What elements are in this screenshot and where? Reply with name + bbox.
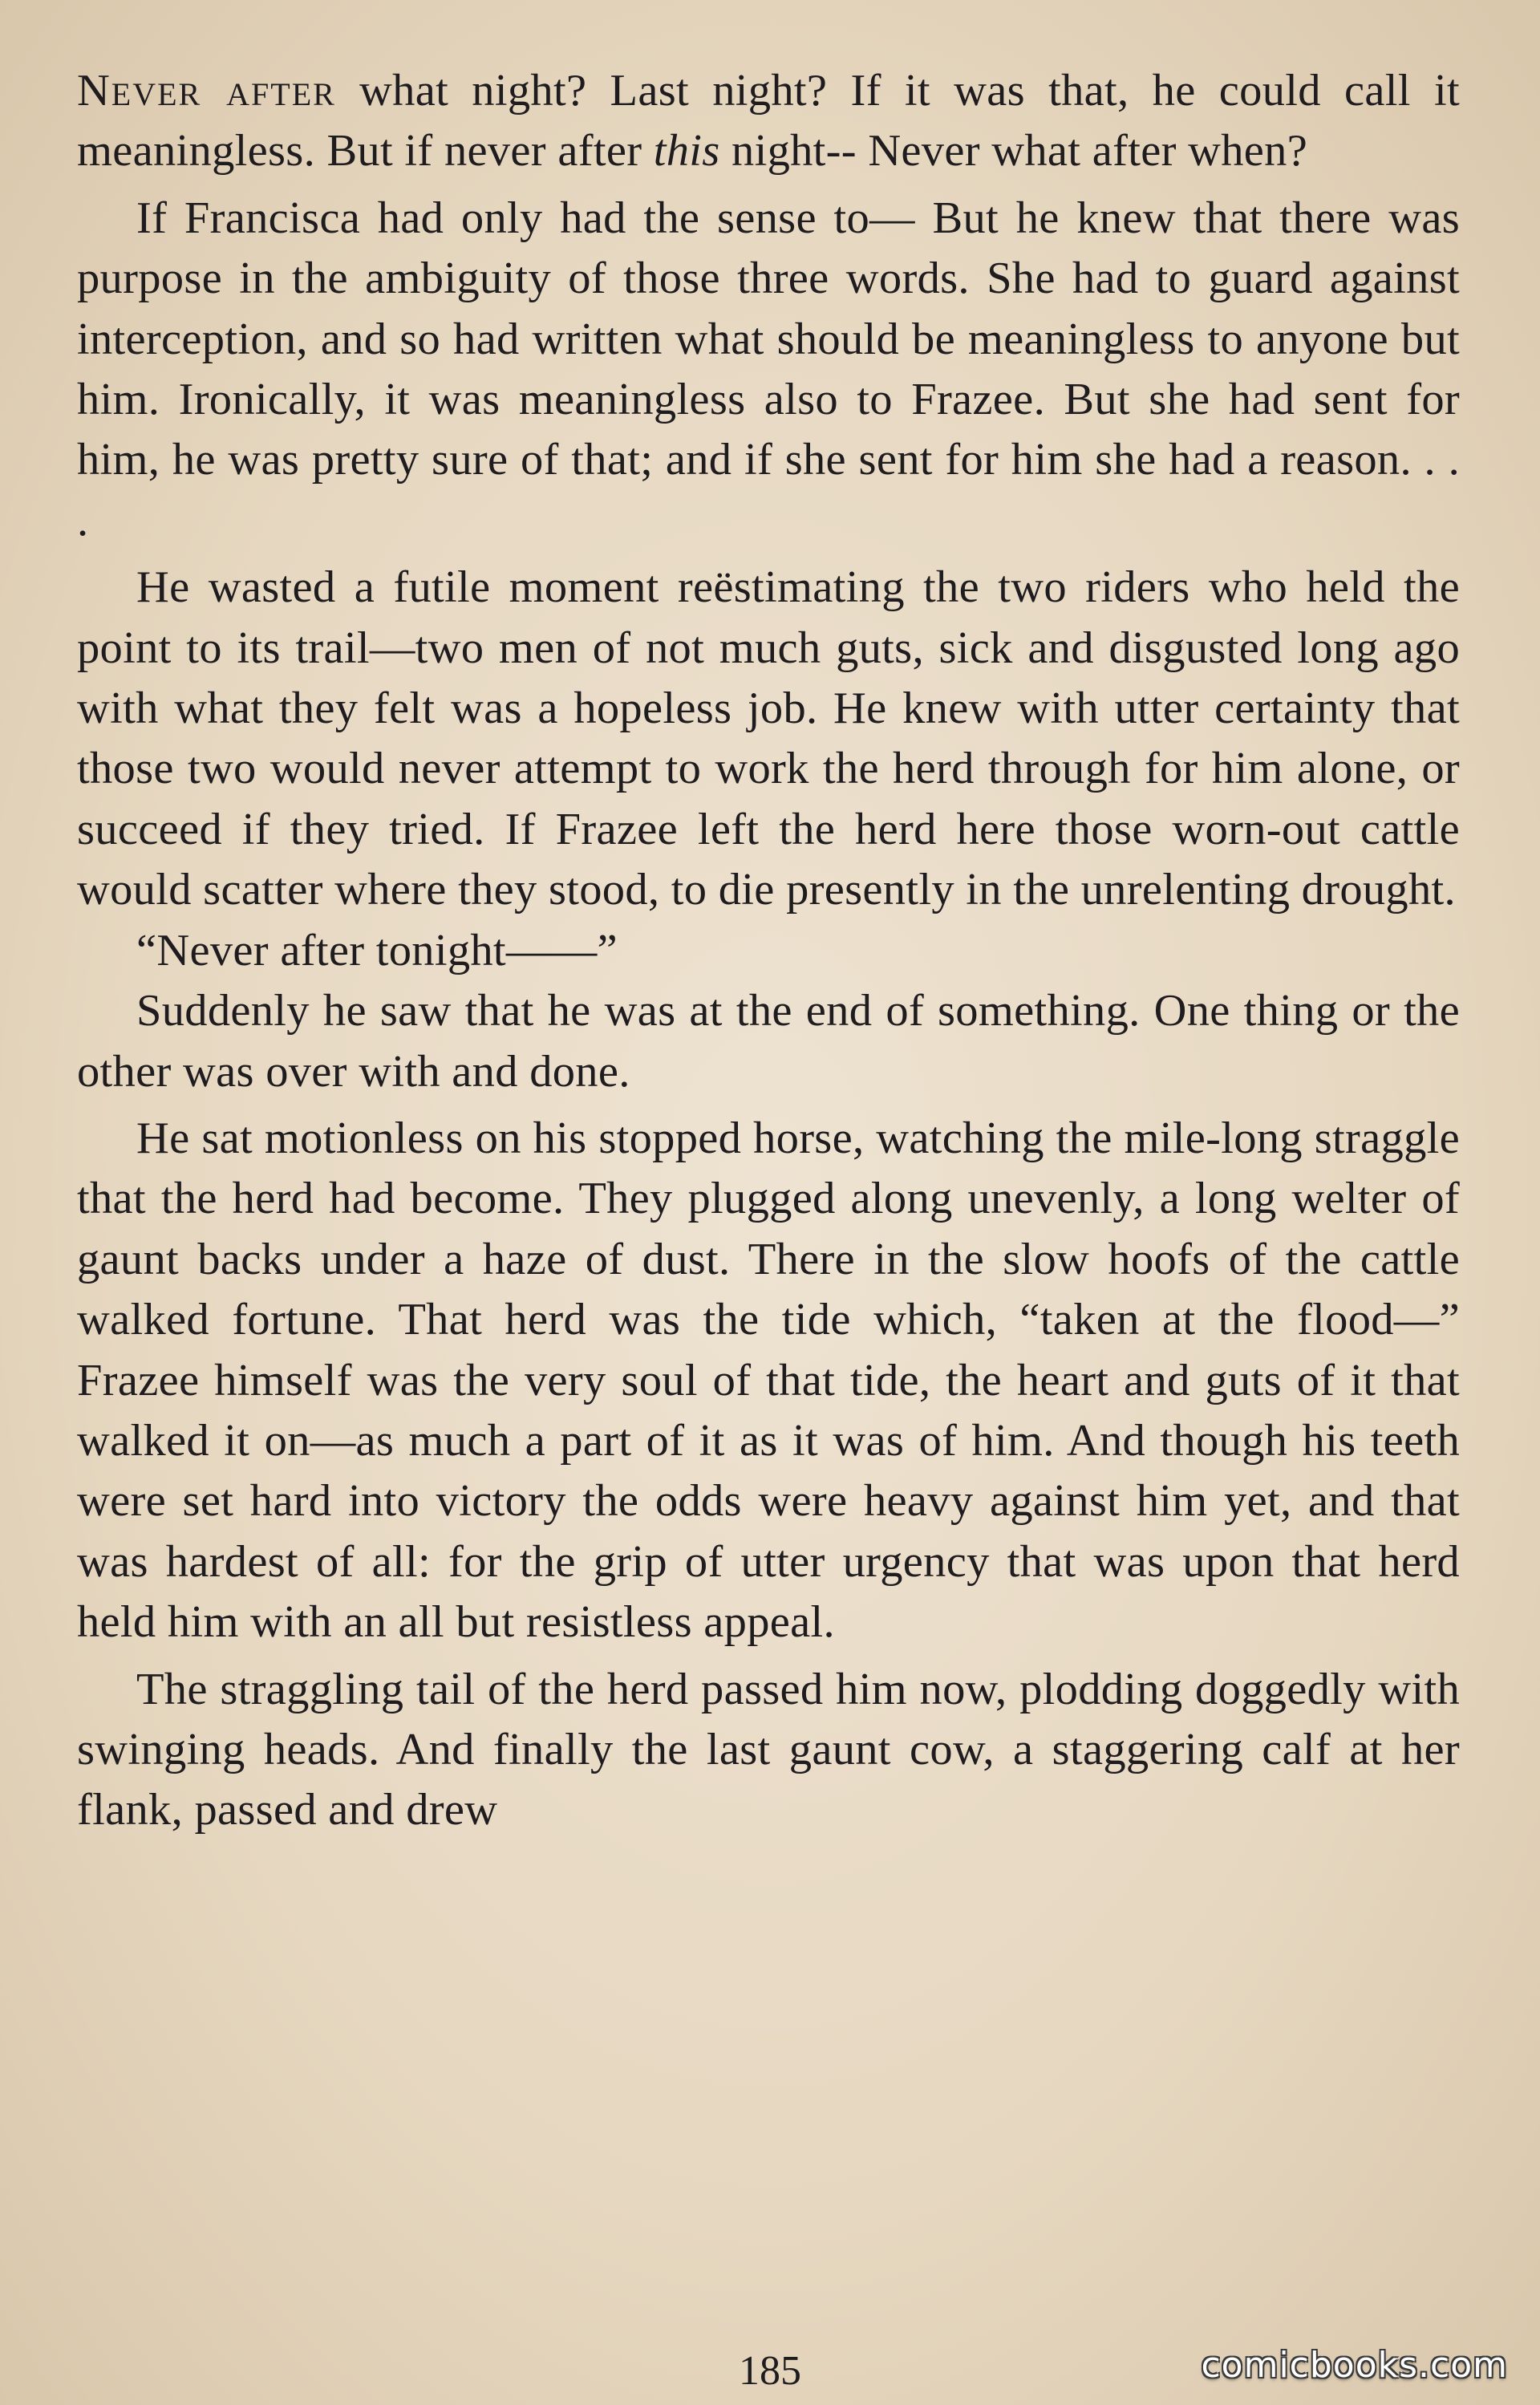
page-body: [77, 61, 1460, 1841]
paragraph-6: He sat motionless on his stopped horse, watching the mile-long straggle that the herd had become. They plugged along unevenly, a long welter of gaunt backs under a haze of dust. There in the slow hoofs of the cattle walked fortune. That herd was the tide which, “taken at the flood—” Frazee himself was the very soul of that tide, the heart and guts of it that walked it on—as much a part of it as it was of him. And though his teeth were set hard into victory the odds were heavy against him yet, and that was hardest of all: for the grip of utter urgency that was upon that herd held him with an all but resistless appeal.: [77, 1113, 1460, 1648]
paragraph-7: The straggling tail of the herd passed him now, plodding doggedly with swinging heads. And finally the last gaunt cow, a staggering calf at her flank, passed and drew: [77, 1664, 1460, 1835]
paragraph-2: If Francisca had only had the sense to— But he knew that there was purpose in the ambiguity of those three words. She had to guard against interception, and so had written what should be meaningless to anyone but him. Ironically, it was meaningless also to Frazee. But she had sent for him, he was pretty sure of that; and if she sent for him she had a reason. . . .: [77, 193, 1460, 545]
emphasis-this: this: [653, 126, 720, 176]
paragraph-1-text-b: night-- Never what after when?: [719, 126, 1308, 176]
chapter-lead-small-caps: Never after: [77, 66, 336, 116]
watermark-logo: comicbooks.com: [1201, 2345, 1508, 2386]
paragraph-3: He wasted a futile moment reëstimating the two riders who held the point to its trail—two men of not much guts, sick and disgusted long ago with what they felt was a hopeless job. He knew with utter certainty that those two would never attempt to work the herd through for him alone, or succeed if they tried. If Frazee left the herd here those worn-out cattle would scatter where they stood, to die presently in the unrelenting drought.: [77, 562, 1460, 915]
paragraph-5: Suddenly he saw that he was at the end of something. One thing or the other was over with and done.: [77, 986, 1460, 1097]
paragraph-1-text-a: what night? Last night? If it was that, he could call it meaningless. But if never after: [77, 66, 1461, 176]
page-number: 185: [739, 2348, 801, 2394]
paragraph-1: [77, 61, 1460, 182]
paragraph-4: “Never after tonight——”: [136, 925, 618, 975]
